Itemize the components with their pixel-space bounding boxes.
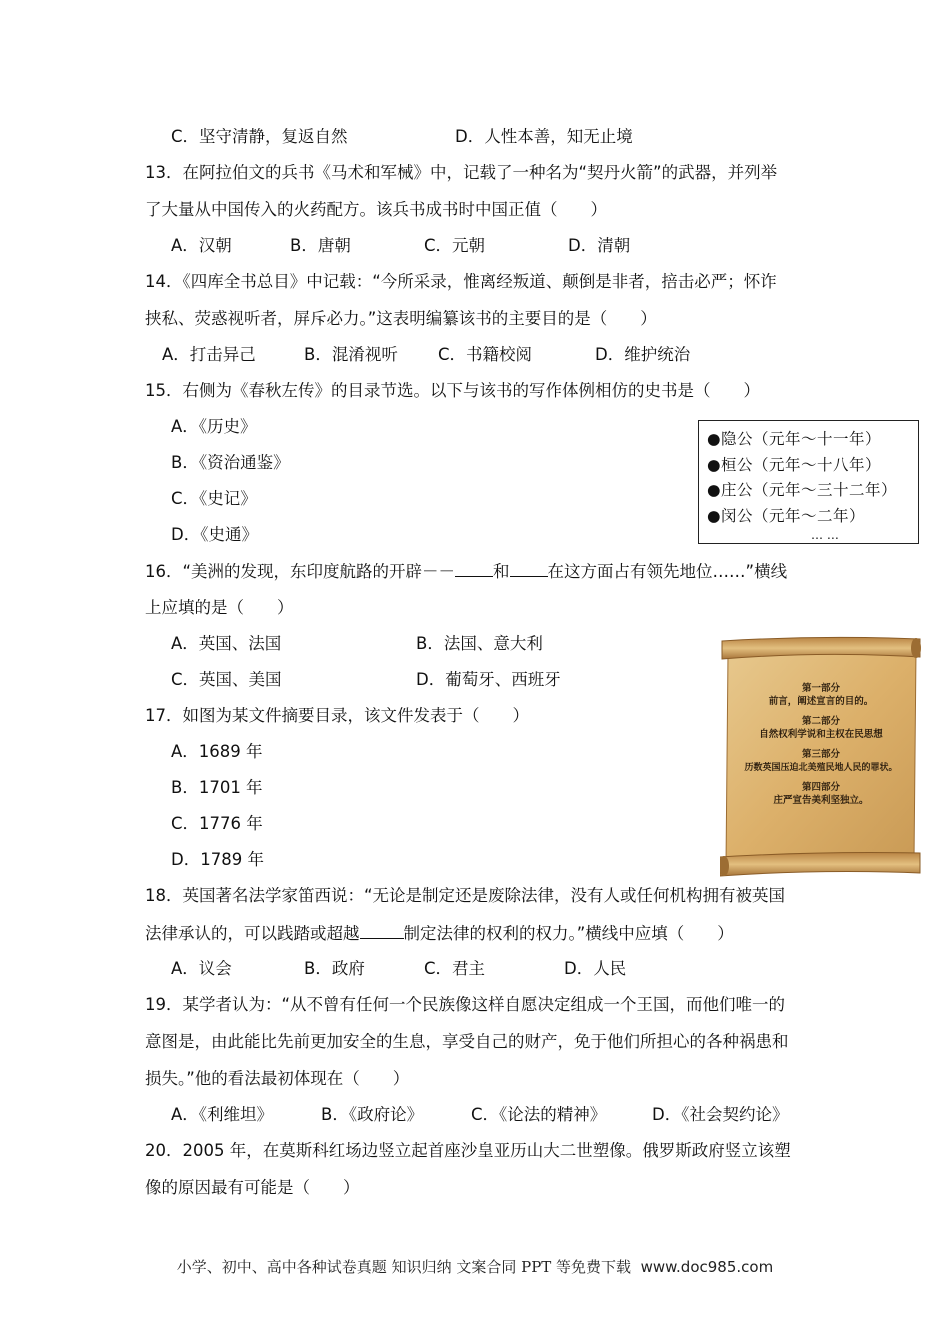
toc-entry: ●桓公（元年～十八年）	[707, 455, 882, 474]
q18-text-b: 制定法律的权利的权力。”横线中应填（ ）	[403, 924, 734, 943]
q14-option-a: A．打击异己	[162, 345, 256, 364]
q13-stem-line2: 了大量从中国传入的火药配方。该兵书成书时中国正值（ ）	[145, 200, 607, 219]
page-footer	[0, 1256, 950, 1277]
scroll-line: 第一部分	[801, 683, 840, 694]
scroll-line: 自然权利学说和主权在民思想	[759, 728, 883, 740]
q15-option-c: C．《史记》	[171, 489, 257, 508]
q19-option-d: D．《社会契约论》	[652, 1105, 789, 1124]
q16-text-a: 16．“美洲的发现，东印度航路的开辟－－	[145, 562, 456, 581]
q17-option-b: B．1701 年	[171, 778, 263, 797]
scroll-line: 庄严宣告美利坚独立。	[773, 794, 869, 806]
q16-option-c: C．英国、美国	[171, 670, 282, 689]
q19-option-a: A．《利维坦》	[171, 1105, 274, 1124]
q14-stem-line1: 14．《四库全书总目》中记载：“今所采录，惟离经叛道、颠倒是非者，掊击必严；怀诈	[145, 272, 777, 291]
q18-blank	[360, 922, 404, 939]
footer-url[interactable]: www.doc985.com	[640, 1258, 774, 1276]
q16-blank-1	[455, 560, 493, 577]
q16-option-b: B．法国、意大利	[416, 634, 543, 653]
scroll-line: 第二部分	[801, 716, 840, 727]
q17-stem: 17．如图为某文件摘要目录，该文件发表于（ ）	[145, 706, 529, 725]
q13-option-d: D．清朝	[568, 236, 631, 255]
q14-option-c: C．书籍校阅	[438, 345, 533, 364]
q15-option-b: B．《资治通鉴》	[171, 453, 290, 472]
q16-blank-2	[510, 560, 548, 577]
q15-option-a: A．《历史》	[171, 417, 257, 436]
toc-entry: ●隐公（元年～十一年）	[707, 430, 882, 448]
scroll-contents	[720, 683, 922, 807]
q17-option-c: C．1776 年	[171, 814, 263, 833]
scroll-line: 历数英国压迫北美殖民地人民的罪状。	[744, 762, 898, 773]
q20-stem-line1: 20．2005 年，在莫斯科红场边竖立起首座沙皇亚历山大二世塑像。俄罗斯政府竖立该塑	[145, 1141, 791, 1160]
q18-stem-line2	[145, 922, 734, 945]
q16-stem-line1	[145, 560, 787, 583]
zuozhuan-toc-figure	[698, 420, 919, 544]
q13-stem-line1: 13．在阿拉伯文的兵书《马术和军械》中，记载了一种名为“契丹火箭”的武器，并列举	[145, 163, 778, 182]
q14-option-b: B．混淆视听	[304, 345, 398, 364]
q14-stem-line2: 挟私、荧惑视听者，屏斥必力。”这表明编纂该书的主要目的是（ ）	[145, 309, 657, 328]
q18-option-d: D．人民	[564, 959, 627, 978]
q20-stem-line2: 像的原因最有可能是（ ）	[145, 1178, 360, 1197]
q18-option-a: A．议会	[171, 959, 232, 978]
q17-option-a: A．1689 年	[171, 742, 263, 761]
toc-ellipsis: … …	[811, 528, 839, 542]
scroll-line: 前言，阐述宣言的目的。	[768, 695, 874, 707]
q12-option-d: D．人性本善，知无止境	[455, 127, 633, 146]
q16-text-b: 和	[493, 562, 510, 581]
q12-option-c: C．坚守清静，复返自然	[171, 127, 348, 146]
q19-option-b: B．《政府论》	[321, 1105, 424, 1124]
q16-text-c: 在这方面占有领先地位……”横线	[547, 562, 788, 581]
q19-option-c: C．《论法的精神》	[471, 1105, 607, 1124]
scroll-line: 第三部分	[801, 749, 840, 760]
q13-option-b: B．唐朝	[290, 236, 351, 255]
q17-option-d: D．1789 年	[171, 850, 264, 869]
q15-option-d: D．《史通》	[171, 525, 258, 544]
q18-option-b: B．政府	[304, 959, 365, 978]
q19-stem-line3: 损失。”他的看法最初体现在（ ）	[145, 1069, 410, 1088]
q15-stem: 15．右侧为《春秋左传》的目录节选。以下与该书的写作体例相仿的史书是（ ）	[145, 381, 760, 400]
q18-option-c: C．君主	[424, 959, 486, 978]
scroll-line: 第四部分	[801, 782, 840, 793]
footer-text: 小学、初中、高中各种试卷真题 知识归纳 文案合同 PPT 等免费下载	[176, 1258, 632, 1276]
q13-option-c: C．元朝	[424, 236, 486, 255]
q18-text-a: 法律承认的，可以践踏或超越	[145, 924, 360, 943]
toc-entry: ●闵公（元年～二年）	[707, 506, 866, 525]
q19-stem-line2: 意图是，由此能比先前更加安全的生息，享受自己的财产，免于他们所担心的各种祸患和	[145, 1032, 789, 1051]
q14-option-d: D．维护统治	[595, 345, 691, 364]
toc-entry: ●庄公（元年～三十二年）	[707, 481, 898, 499]
q16-option-a: A．英国、法国	[171, 634, 282, 653]
q19-stem-line1: 19．某学者认为：“从不曾有任何一个民族像这样自愿决定组成一个王国，而他们唯一的	[145, 995, 786, 1014]
q16-option-d: D．葡萄牙、西班牙	[416, 670, 561, 689]
q16-stem-line2: 上应填的是（ ）	[145, 598, 294, 617]
q13-option-a: A．汉朝	[171, 236, 232, 255]
q18-stem-line1: 18．英国著名法学家笛西说：“无论是制定还是废除法律，没有人或任何机构拥有被英国	[145, 886, 786, 905]
